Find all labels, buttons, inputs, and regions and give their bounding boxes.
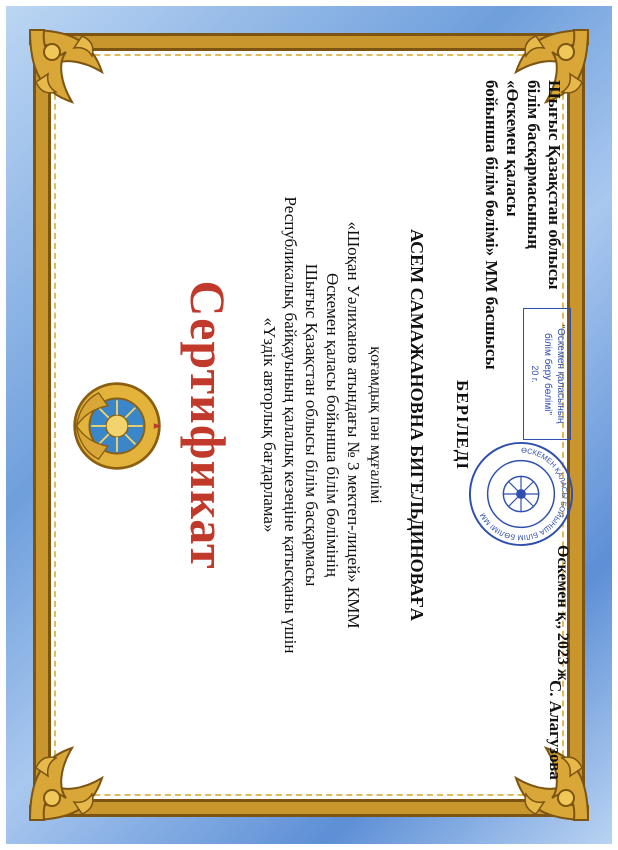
issuer-city-department: Өскемен қаласы бойынша білім бөлімінің (323, 272, 342, 578)
seal-ring-text: ӨСКЕМЕН ҚАЛАСЫ БОЙЫНША БІЛІМ БӨЛІМІ ММ (478, 445, 570, 543)
signatory-title-line: білім басқармасының (524, 80, 543, 249)
place-and-date: Өскемен қ., 2023 ж. (554, 545, 571, 685)
program-name: «Үздік авторлық бағдарлама» (260, 317, 279, 533)
award-reason: Республикалық байқауының қалалық кезеңіне қатысқаны үшін (281, 196, 300, 654)
issuer-department: Шығыс Қазақстан облысы білім басқармасы (302, 263, 321, 587)
kazakhstan-emblem-icon (71, 380, 163, 472)
rectangular-stamp (523, 308, 571, 440)
awarded-label: БЕРІЛЕДІ (453, 380, 472, 470)
signatory-title-line: Шығыс Қазақстан облысы (545, 80, 564, 290)
round-seal-icon (467, 440, 575, 548)
recipient-position: қоғамдық пән мұғалімі (367, 346, 384, 504)
stamp-date-line: 20 г. (530, 365, 540, 383)
signatory-title-line: «Өскемен қаласы (503, 80, 522, 217)
certificate-title: Сертификат (180, 280, 236, 570)
signatory-title-line: бойынша білім бөлімі» ММ басшысы (482, 80, 501, 370)
signer-name: С. Алагузова (546, 680, 565, 780)
certificate-content (55, 80, 571, 780)
stamp-line: "Өскемен қаласының (555, 324, 566, 424)
stamp-line: білім беру бөлімі" (542, 332, 553, 416)
school-name: «Шоқан Уәлиханов атындағы № 3 мектеп-лицей» КММ (344, 221, 363, 629)
recipient-name: АСЕМ САМАЖАНОВНА БИГЕЛЬДИНОВАҒА (407, 229, 427, 621)
